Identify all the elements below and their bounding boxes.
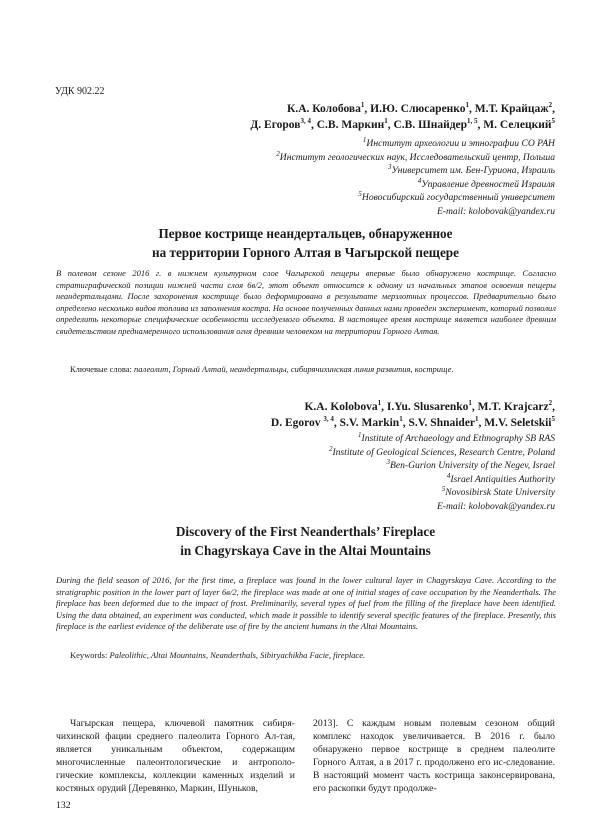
ru-keywords-label: Ключевые слова: [70,364,132,374]
ru-author-sup: 1 [360,101,365,110]
en-affiliation [329,432,555,446]
en-author-sep: , [552,401,555,413]
affil-sup: 3 [387,163,392,171]
en-title-line: in Chagyrskaya Cave in the Altai Mountains [180,542,431,558]
ru-author: , С.В. Шнайдер [387,119,468,131]
en-keywords-list: Paleolithic, Altai Mountains, Neanderthals, Sibiryachikha Facie, fireplace. [109,650,366,660]
en-email[interactable]: E-mail: kolobovak@yandex.ru [436,500,555,512]
affil-text: Институт археологии и этнографии СО РАН [366,138,555,149]
affil-sup: 2 [328,444,333,453]
body-column-left: Чагырская пещера, ключевой памятник сибиря-чихинской фации среднего палеолита Горного Ал-тая, является уникальным объектом, содержащим многочисленные палеонтологические и антрополо-гические комплексы, коллекции каменных изделий и костяных орудий [Деревянко, Маркин, Шуньков, [56,718,295,795]
ru-keywords [70,364,454,374]
ru-author-sup: 1, 5 [467,117,478,126]
en-author-sup: 3, 4 [323,415,334,424]
ru-author-sep: , [552,103,555,115]
en-affiliations [329,432,555,514]
en-author-sup: 1 [377,399,382,408]
ru-title-line: на территории Горного Алтая в Чагырской пещере [151,244,459,260]
affil-sup: 1 [362,135,367,144]
ru-author-sup: 1 [465,101,470,110]
ru-affiliation [276,137,555,151]
en-author: D. Egorov [270,417,324,429]
page-number: 132 [56,800,71,811]
ru-author-sup: 2 [548,101,553,110]
affil-text: Новосибирский государственный университет [361,192,555,204]
ru-author-sup: 1 [384,117,388,126]
ru-author: , М. Селецкий [477,119,552,131]
ru-author: К.А. Колобова [287,103,361,115]
affil-sup: 2 [276,149,280,158]
body-column-right: 2013]. С каждым новым полевым сезоном общий комплекс находок увеличивается. В 2016 г. было обнаружено первое кострище в среднем палеолите Горного Алтая, а в 2017 г. продолжено его ис-следование. В настоящий момент часть кострища законсервирована, его раскопки будут продолже- [313,718,555,795]
en-title [40,523,571,560]
en-author-sup: 1 [468,399,472,408]
en-keywords-label: Keywords: [70,650,108,660]
en-author: K.A. Kolobova [304,401,378,413]
en-author: , M.T. Krajcarz [471,401,549,413]
ru-affiliation [276,191,555,205]
affil-sup: 5 [358,190,362,199]
en-affiliation [329,459,555,473]
affil-text: Университет им. Бен-Гуриона, Израиль [391,165,555,177]
en-keywords [70,650,365,660]
udk-code: УДК 902.22 [55,86,105,97]
en-authors [271,399,555,431]
affil-text: Novosibirsk State University [445,487,555,499]
en-author: , M.V. Seletskii [478,417,552,429]
affil-text: Institute of Geological Sciences, Research Centre, Poland [332,446,555,458]
en-author-sup: 5 [551,415,555,424]
en-authors-line2 [271,415,555,431]
affil-sup: 3 [386,458,390,466]
ru-affiliation [276,151,555,165]
en-author: , S.V. Markin [333,417,400,429]
en-affiliation [329,486,555,500]
ru-authors-line2 [250,117,555,133]
ru-authors [250,101,555,133]
ru-authors-line1 [250,101,555,117]
ru-affiliation [276,178,555,192]
affil-text: Институт геологических наук, Исследовательский центр, Польша [279,151,555,163]
affil-text: Управление древностей Израиля [421,178,555,190]
affil-text: Institute of Archaeology and Ethnography SB RAS [361,433,555,444]
en-abstract: During the field season of 2016, for the first time, a fireplace was found in the lower cultural layer in Chagyrskaya Cave. According to the stratigraphic position in the lower part of layer 6в/2, the fireplace was made at one of initial stages of cave occupation by the Neanderthals. The fireplace has been deformed due to the impact of frost. Preliminarily, several types of fuel from the filling of the fireplace have been identified. Using the data obtained, an experiment was conducted, which made it possible to identify several specific features of the fireplace. Presently, this fireplace is the earliest evidence of the deliberate use of fire by the ancient humans in the Altai Mountains. [56,575,556,632]
ru-affiliations [276,137,555,219]
en-affiliation [329,446,555,460]
affil-sup: 1 [358,430,362,439]
affil-text: Israel Antiquities Authority [450,473,555,485]
en-author: , S.V. Shnaider [402,417,476,429]
ru-title-line: Первое кострище неандертальцев, обнаруженное [158,226,453,241]
en-author-sup: 2 [548,399,553,408]
ru-author-sup: 5 [551,117,555,126]
ru-author: , М.Т. Крайцаж [469,103,549,115]
en-authors-line1 [271,399,555,415]
en-author-sup: 1 [475,415,479,424]
affil-sup: 5 [441,485,446,494]
ru-author: , И.Ю. Слюсаренко [364,103,466,115]
affil-sup: 4 [446,471,451,480]
en-author-sup: 1 [399,415,403,424]
ru-author: , С.В. Маркин [310,119,385,131]
ru-keywords-list: палеолит, Горный Алтай, неандертальцы, сибирячихинская линия развития, кострище. [134,364,454,374]
en-title-line: Discovery of the First Neanderthals’ Fireplace [175,524,436,539]
affil-sup: 4 [417,176,422,185]
ru-author-sup: 3, 4 [300,117,311,126]
ru-title [40,225,571,262]
en-author: , I.Yu. Slusarenko [381,401,469,413]
ru-email[interactable]: E-mail: kolobovak@yandex.ru [436,205,555,217]
ru-abstract: В полевом сезоне 2016 г. в нижнем культурном слое Чагырской пещеры впервые было обнаружено кострище. Согласно стратиграфической позиции нижней части слоя 6в/2, этот объект относится к одному из начальных этапов освоения пещеры неандертальцами. После захоронения кострище было деформировано в результате мерзлотных процессов. Предварительно было определено несколько видов топлива из заполнения костра. На основе полученных данных нами проведен эксперимент, который позволил определить некоторые специфические особенности исследуемого объекта. В настоящее время кострище является наиболее древним свидетельством преднамеренного использования огня древним человеком на территории Горного Алтая. [56,268,556,336]
ru-author: Д. Егоров [250,119,301,131]
affil-text: Ben-Gurion University of the Negev, Israel [389,460,555,472]
ru-affiliation [276,164,555,178]
